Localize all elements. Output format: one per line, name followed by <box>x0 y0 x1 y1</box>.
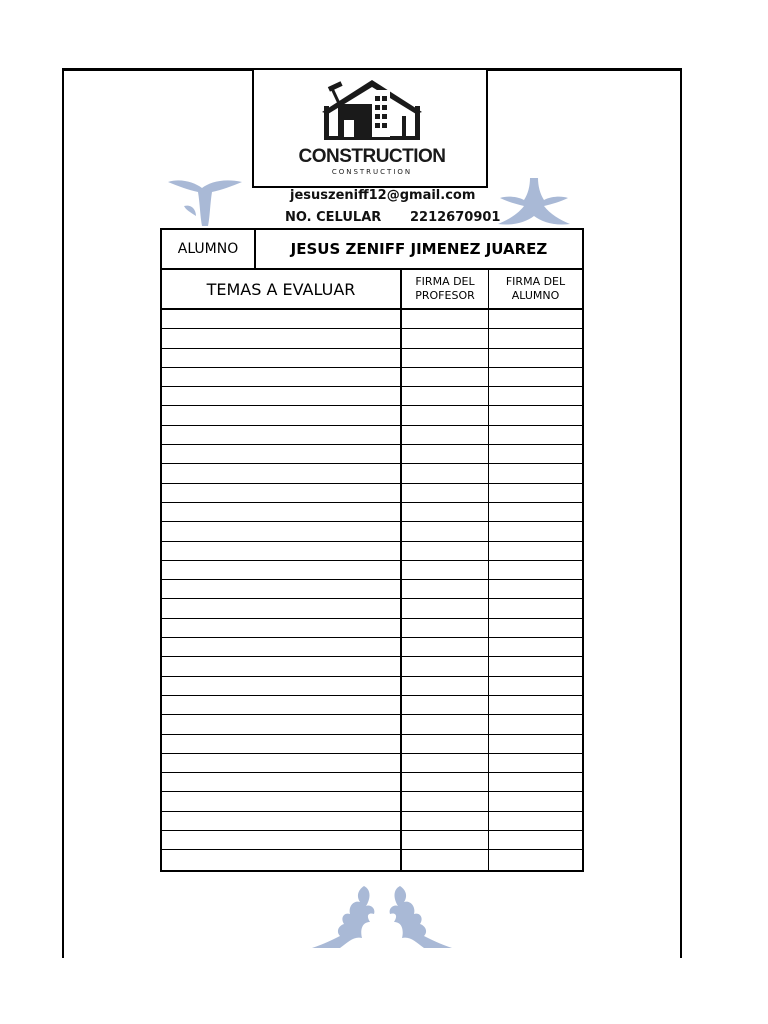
tema-cell[interactable] <box>162 503 402 521</box>
table-header-row <box>162 270 582 310</box>
firma-profesor-cell[interactable] <box>402 542 489 560</box>
header-firma-profesor: FIRMA DEL PROFESOR <box>402 270 489 308</box>
tema-cell[interactable] <box>162 542 402 560</box>
logo-wordmark: CONSTRUCTION <box>298 146 446 167</box>
table-row <box>162 831 582 850</box>
tema-cell[interactable] <box>162 445 402 463</box>
firma-alumno-cell[interactable] <box>489 542 582 560</box>
tema-cell[interactable] <box>162 368 402 386</box>
tema-cell[interactable] <box>162 850 402 869</box>
firma-profesor-cell[interactable] <box>402 754 489 772</box>
tema-cell[interactable] <box>162 754 402 772</box>
firma-alumno-cell[interactable] <box>489 368 582 386</box>
firma-alumno-cell[interactable] <box>489 619 582 637</box>
table-row <box>162 677 582 696</box>
tema-cell[interactable] <box>162 484 402 502</box>
firma-alumno-cell[interactable] <box>489 503 582 521</box>
firma-profesor-cell[interactable] <box>402 406 489 424</box>
firma-alumno-cell[interactable] <box>489 310 582 328</box>
table-row <box>162 619 582 638</box>
firma-profesor-cell[interactable] <box>402 735 489 753</box>
firma-alumno-cell[interactable] <box>489 657 582 675</box>
tema-cell[interactable] <box>162 349 402 367</box>
firma-alumno-cell[interactable] <box>489 696 582 714</box>
logo-box <box>252 68 488 188</box>
firma-profesor-cell[interactable] <box>402 696 489 714</box>
tema-cell[interactable] <box>162 387 402 405</box>
firma-profesor-cell[interactable] <box>402 599 489 617</box>
firma-profesor-cell[interactable] <box>402 715 489 733</box>
firma-alumno-cell[interactable] <box>489 677 582 695</box>
tema-cell[interactable] <box>162 406 402 424</box>
firma-profesor-cell[interactable] <box>402 426 489 444</box>
firma-profesor-cell[interactable] <box>402 638 489 656</box>
table-row <box>162 426 582 445</box>
firma-profesor-cell[interactable] <box>402 310 489 328</box>
floral-ornament-icon <box>310 882 454 952</box>
tema-cell[interactable] <box>162 464 402 482</box>
firma-alumno-cell[interactable] <box>489 387 582 405</box>
table-row <box>162 638 582 657</box>
alumno-name: JESUS ZENIFF JIMENEZ JUAREZ <box>290 240 548 258</box>
firma-alumno-cell[interactable] <box>489 638 582 656</box>
table-row <box>162 387 582 406</box>
tema-cell[interactable] <box>162 715 402 733</box>
table-row <box>162 406 582 425</box>
table-row <box>162 812 582 831</box>
tema-cell[interactable] <box>162 735 402 753</box>
tema-cell[interactable] <box>162 831 402 849</box>
firma-profesor-cell[interactable] <box>402 349 489 367</box>
table-row <box>162 329 582 348</box>
tema-cell[interactable] <box>162 522 402 540</box>
contact-phone-label: NO. CELULAR <box>285 210 382 225</box>
evaluation-table <box>160 228 584 872</box>
tema-cell[interactable] <box>162 812 402 830</box>
firma-alumno-cell[interactable] <box>489 715 582 733</box>
floral-ornament-icon <box>494 176 574 228</box>
firma-alumno-cell[interactable] <box>489 773 582 791</box>
table-row <box>162 580 582 599</box>
firma-profesor-cell[interactable] <box>402 619 489 637</box>
table-row <box>162 773 582 792</box>
table-row <box>162 310 582 329</box>
firma-alumno-cell[interactable] <box>489 445 582 463</box>
table-row <box>162 561 582 580</box>
firma-profesor-cell[interactable] <box>402 850 489 869</box>
firma-profesor-cell[interactable] <box>402 580 489 598</box>
tema-cell[interactable] <box>162 619 402 637</box>
firma-profesor-cell[interactable] <box>402 677 489 695</box>
header-temas: TEMAS A EVALUAR <box>162 270 402 308</box>
tema-cell[interactable] <box>162 657 402 675</box>
table-row <box>162 503 582 522</box>
firma-profesor-cell[interactable] <box>402 445 489 463</box>
firma-alumno-cell[interactable] <box>489 522 582 540</box>
tema-cell[interactable] <box>162 561 402 579</box>
table-row <box>162 735 582 754</box>
table-row <box>162 522 582 541</box>
contact-phone-value: 2212670901 <box>410 210 501 225</box>
tema-cell[interactable] <box>162 310 402 328</box>
firma-alumno-cell[interactable] <box>489 406 582 424</box>
table-row <box>162 754 582 773</box>
firma-profesor-cell[interactable] <box>402 831 489 849</box>
firma-alumno-cell[interactable] <box>489 792 582 810</box>
firma-profesor-cell[interactable] <box>402 464 489 482</box>
tema-cell[interactable] <box>162 329 402 347</box>
firma-alumno-cell[interactable] <box>489 484 582 502</box>
table-row <box>162 715 582 734</box>
contact-email: jesuszeniff12@gmail.com <box>290 188 476 203</box>
tema-cell[interactable] <box>162 792 402 810</box>
firma-alumno-cell[interactable] <box>489 754 582 772</box>
firma-profesor-cell[interactable] <box>402 812 489 830</box>
firma-alumno-cell[interactable] <box>489 812 582 830</box>
firma-profesor-cell[interactable] <box>402 773 489 791</box>
floral-ornament-icon <box>166 176 246 228</box>
firma-alumno-cell[interactable] <box>489 850 582 869</box>
table-row <box>162 792 582 811</box>
table-row <box>162 542 582 561</box>
firma-profesor-cell[interactable] <box>402 522 489 540</box>
tema-cell[interactable] <box>162 599 402 617</box>
firma-profesor-cell[interactable] <box>402 657 489 675</box>
table-body <box>162 310 582 870</box>
firma-profesor-cell[interactable] <box>402 561 489 579</box>
tema-cell[interactable] <box>162 773 402 791</box>
tema-cell[interactable] <box>162 638 402 656</box>
firma-alumno-cell[interactable] <box>489 735 582 753</box>
tema-cell[interactable] <box>162 677 402 695</box>
firma-alumno-cell[interactable] <box>489 464 582 482</box>
table-row <box>162 484 582 503</box>
firma-alumno-cell[interactable] <box>489 426 582 444</box>
tema-cell[interactable] <box>162 696 402 714</box>
table-row <box>162 349 582 368</box>
firma-profesor-cell[interactable] <box>402 368 489 386</box>
table-row <box>162 850 582 869</box>
firma-alumno-cell[interactable] <box>489 580 582 598</box>
table-row <box>162 599 582 618</box>
tema-cell[interactable] <box>162 426 402 444</box>
firma-profesor-cell[interactable] <box>402 329 489 347</box>
company-logo <box>292 76 452 180</box>
firma-alumno-cell[interactable] <box>489 599 582 617</box>
building-logo-icon <box>292 76 452 146</box>
alumno-label: ALUMNO <box>162 230 256 268</box>
logo-tagline: CONSTRUCTION <box>331 168 413 176</box>
firma-profesor-cell[interactable] <box>402 792 489 810</box>
firma-profesor-cell[interactable] <box>402 503 489 521</box>
header-firma-alumno: FIRMA DEL ALUMNO <box>505 275 566 302</box>
alumno-row <box>162 230 582 270</box>
table-row <box>162 657 582 676</box>
firma-alumno-cell[interactable] <box>489 831 582 849</box>
table-row <box>162 445 582 464</box>
table-row <box>162 696 582 715</box>
table-row <box>162 368 582 387</box>
table-row <box>162 464 582 483</box>
firma-profesor-cell[interactable] <box>402 387 489 405</box>
firma-alumno-cell[interactable] <box>489 329 582 347</box>
firma-alumno-cell[interactable] <box>489 349 582 367</box>
firma-profesor-cell[interactable] <box>402 484 489 502</box>
tema-cell[interactable] <box>162 580 402 598</box>
firma-alumno-cell[interactable] <box>489 561 582 579</box>
